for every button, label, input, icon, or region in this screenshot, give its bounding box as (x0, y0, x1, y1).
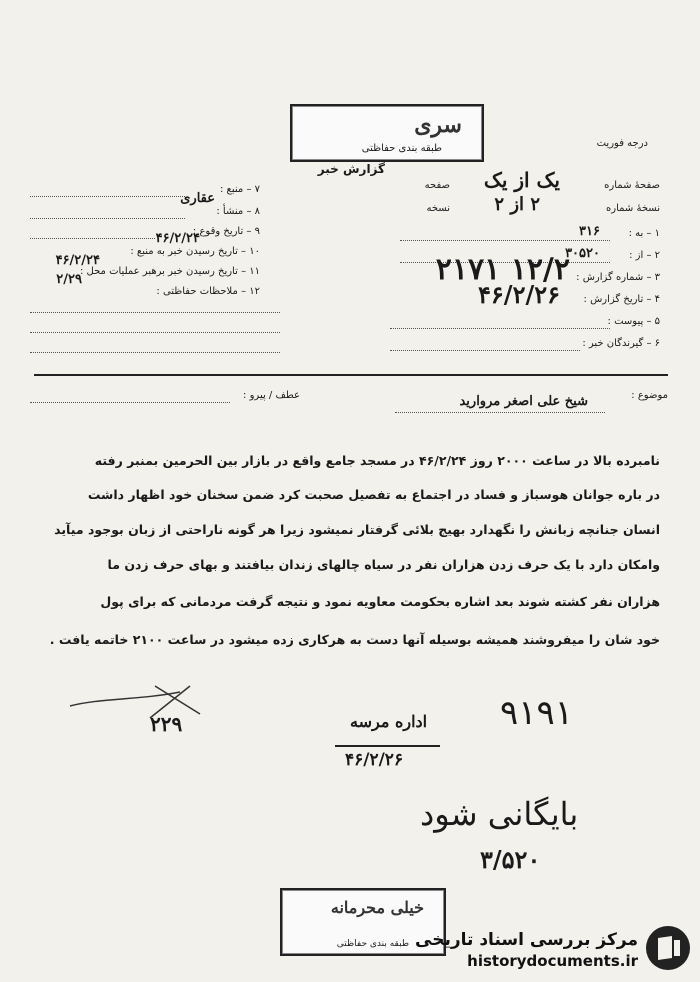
field-source-receipt-date: ۱۰ – تاریخ رسیدن خبر به منبع : (130, 246, 260, 257)
center-signature-line (335, 745, 440, 747)
field-report-date-value: ۴۶/۲/۲۶ (478, 280, 560, 309)
watermark-name: مرکز بررسی اسناد تاریخی (415, 930, 638, 950)
field-page-suffix: صفحه (424, 180, 450, 191)
bottom-stamp-label: طبقه بندی حفاظتی (336, 939, 409, 949)
body-line: انسان جنانچه زبانش را نگهدارد بهیج بلائی گرفتار نمیشود زیرا هر گونه ناراحتی از زبان بوجود میآید (54, 522, 660, 537)
field-copy-number: نسخهٔ شماره (606, 203, 660, 214)
classification-label: طبقه بندی حفاظتی (361, 143, 442, 154)
subject-dots (395, 412, 605, 413)
copy-number-value: ۲ از ۲ (494, 194, 540, 215)
field-from-value: ۳۰۵۲۰ (565, 246, 600, 261)
field-source-dots (30, 196, 185, 197)
field-to-dots (400, 240, 610, 241)
left-dots-1 (30, 312, 280, 313)
reference-label: عطف / پیرو : (243, 390, 300, 401)
field-ops-receipt-date: ۱۱ – تاریخ رسیدن خبر برهبر عملیات محل : (79, 266, 260, 277)
body-line: وامکان دارد با یک حرف زدن هزاران نفر در سیاه چالهای زندان بیافتند و بهای حرف زدن ما (107, 557, 660, 572)
urgency-label: درجه فوریت (596, 138, 648, 149)
body-line: هزاران نفر کشته شوند بعد اشاره بحکومت معاویه نمود و نتیجه گرفت مردمانی که برای پول (100, 594, 660, 609)
field-origin: ۸ – منشأ : (216, 206, 260, 217)
field-to: ۱ – به : (628, 228, 660, 239)
field-report-number: ۳ – شماره گزارش : (576, 272, 660, 283)
top-stamp-scribble: سری (414, 112, 462, 138)
field-occurrence-date: ۹ – تاریخ وقوع : (192, 226, 260, 237)
field-report-date: ۴ – تاریخ گزارش : (583, 294, 660, 305)
watermark-url: historydocuments.ir (467, 952, 638, 970)
archive-code: ۳/۵۲۰ (480, 845, 541, 874)
left-dots-2 (30, 332, 280, 333)
left-initials: ۲۲۹ (150, 712, 183, 736)
field-source: ۷ – منبع : (220, 184, 260, 195)
field-origin-dots (30, 218, 185, 219)
archive-note: بایگانی شود (420, 795, 579, 833)
center-signature-date: ۴۶/۲/۲۶ (345, 750, 404, 770)
report-title: گزارش خبر (317, 162, 385, 176)
field-from: ۲ – از : (629, 250, 660, 261)
field-attachment: ۵ – پیوست : (607, 316, 660, 327)
field-attachment-dots (390, 328, 610, 329)
field-origin-value: عقاری (180, 191, 215, 206)
bottom-stamp-text: خیلی محرمانه (330, 898, 424, 917)
archive-logo-icon (646, 926, 690, 970)
body-line: در باره جوانان هوسباز و فساد در اجتماع به تفصیل صحبت کرد ضمن سخنان خود اظهار داشت (87, 487, 660, 502)
field-ops-receipt-date-value: ۴۶/۲/۲۴ (55, 253, 100, 268)
center-signature-name: اداره مرسه (350, 712, 428, 731)
field-copy-suffix: نسخه (426, 203, 450, 214)
field-recipients-dots (390, 350, 580, 351)
field-page-number: صفحهٔ شماره (604, 180, 660, 191)
field-report-number-value: ۱۲/۲ ۲۱۷۱ (435, 252, 570, 287)
field-source-receipt-date-value: ۴۶/۲/۲۴ (155, 231, 200, 246)
header-divider (34, 374, 668, 376)
field-occurrence-dots (30, 238, 155, 239)
field-security-notes: ۱۲ – ملاحظات حفاظتی : (156, 286, 260, 297)
field-to-value: ۳۱۶ (579, 224, 600, 239)
watermark-footer (0, 922, 700, 982)
field-recipients: ۶ – گیرندگان خبر : (582, 338, 660, 349)
right-handwritten-number: ۹۱۹۱ (500, 693, 574, 733)
subject-value: شیخ علی اصغر مروارید (459, 394, 588, 409)
body-line: خود شان را میفروشند همیشه بوسیله آنها دست به هرکاری زده میشود در ساعت ۲۱۰۰ خاتمه یافت . (49, 632, 660, 647)
body-line: نامبرده بالا در ساعت ۲۰۰۰ روز ۴۶/۲/۲۴ در مسجد جامع واقع در بازار بین الحرمین بمنبر رفته (94, 453, 660, 468)
field-security-notes-value: ۲/۲۹ (56, 272, 82, 287)
left-dots-3 (30, 352, 280, 353)
page-number-value: یک از یک (483, 168, 560, 192)
reference-dots (30, 402, 230, 403)
top-classification-stamp (290, 104, 484, 162)
subject-label: موضوع : (631, 390, 668, 401)
